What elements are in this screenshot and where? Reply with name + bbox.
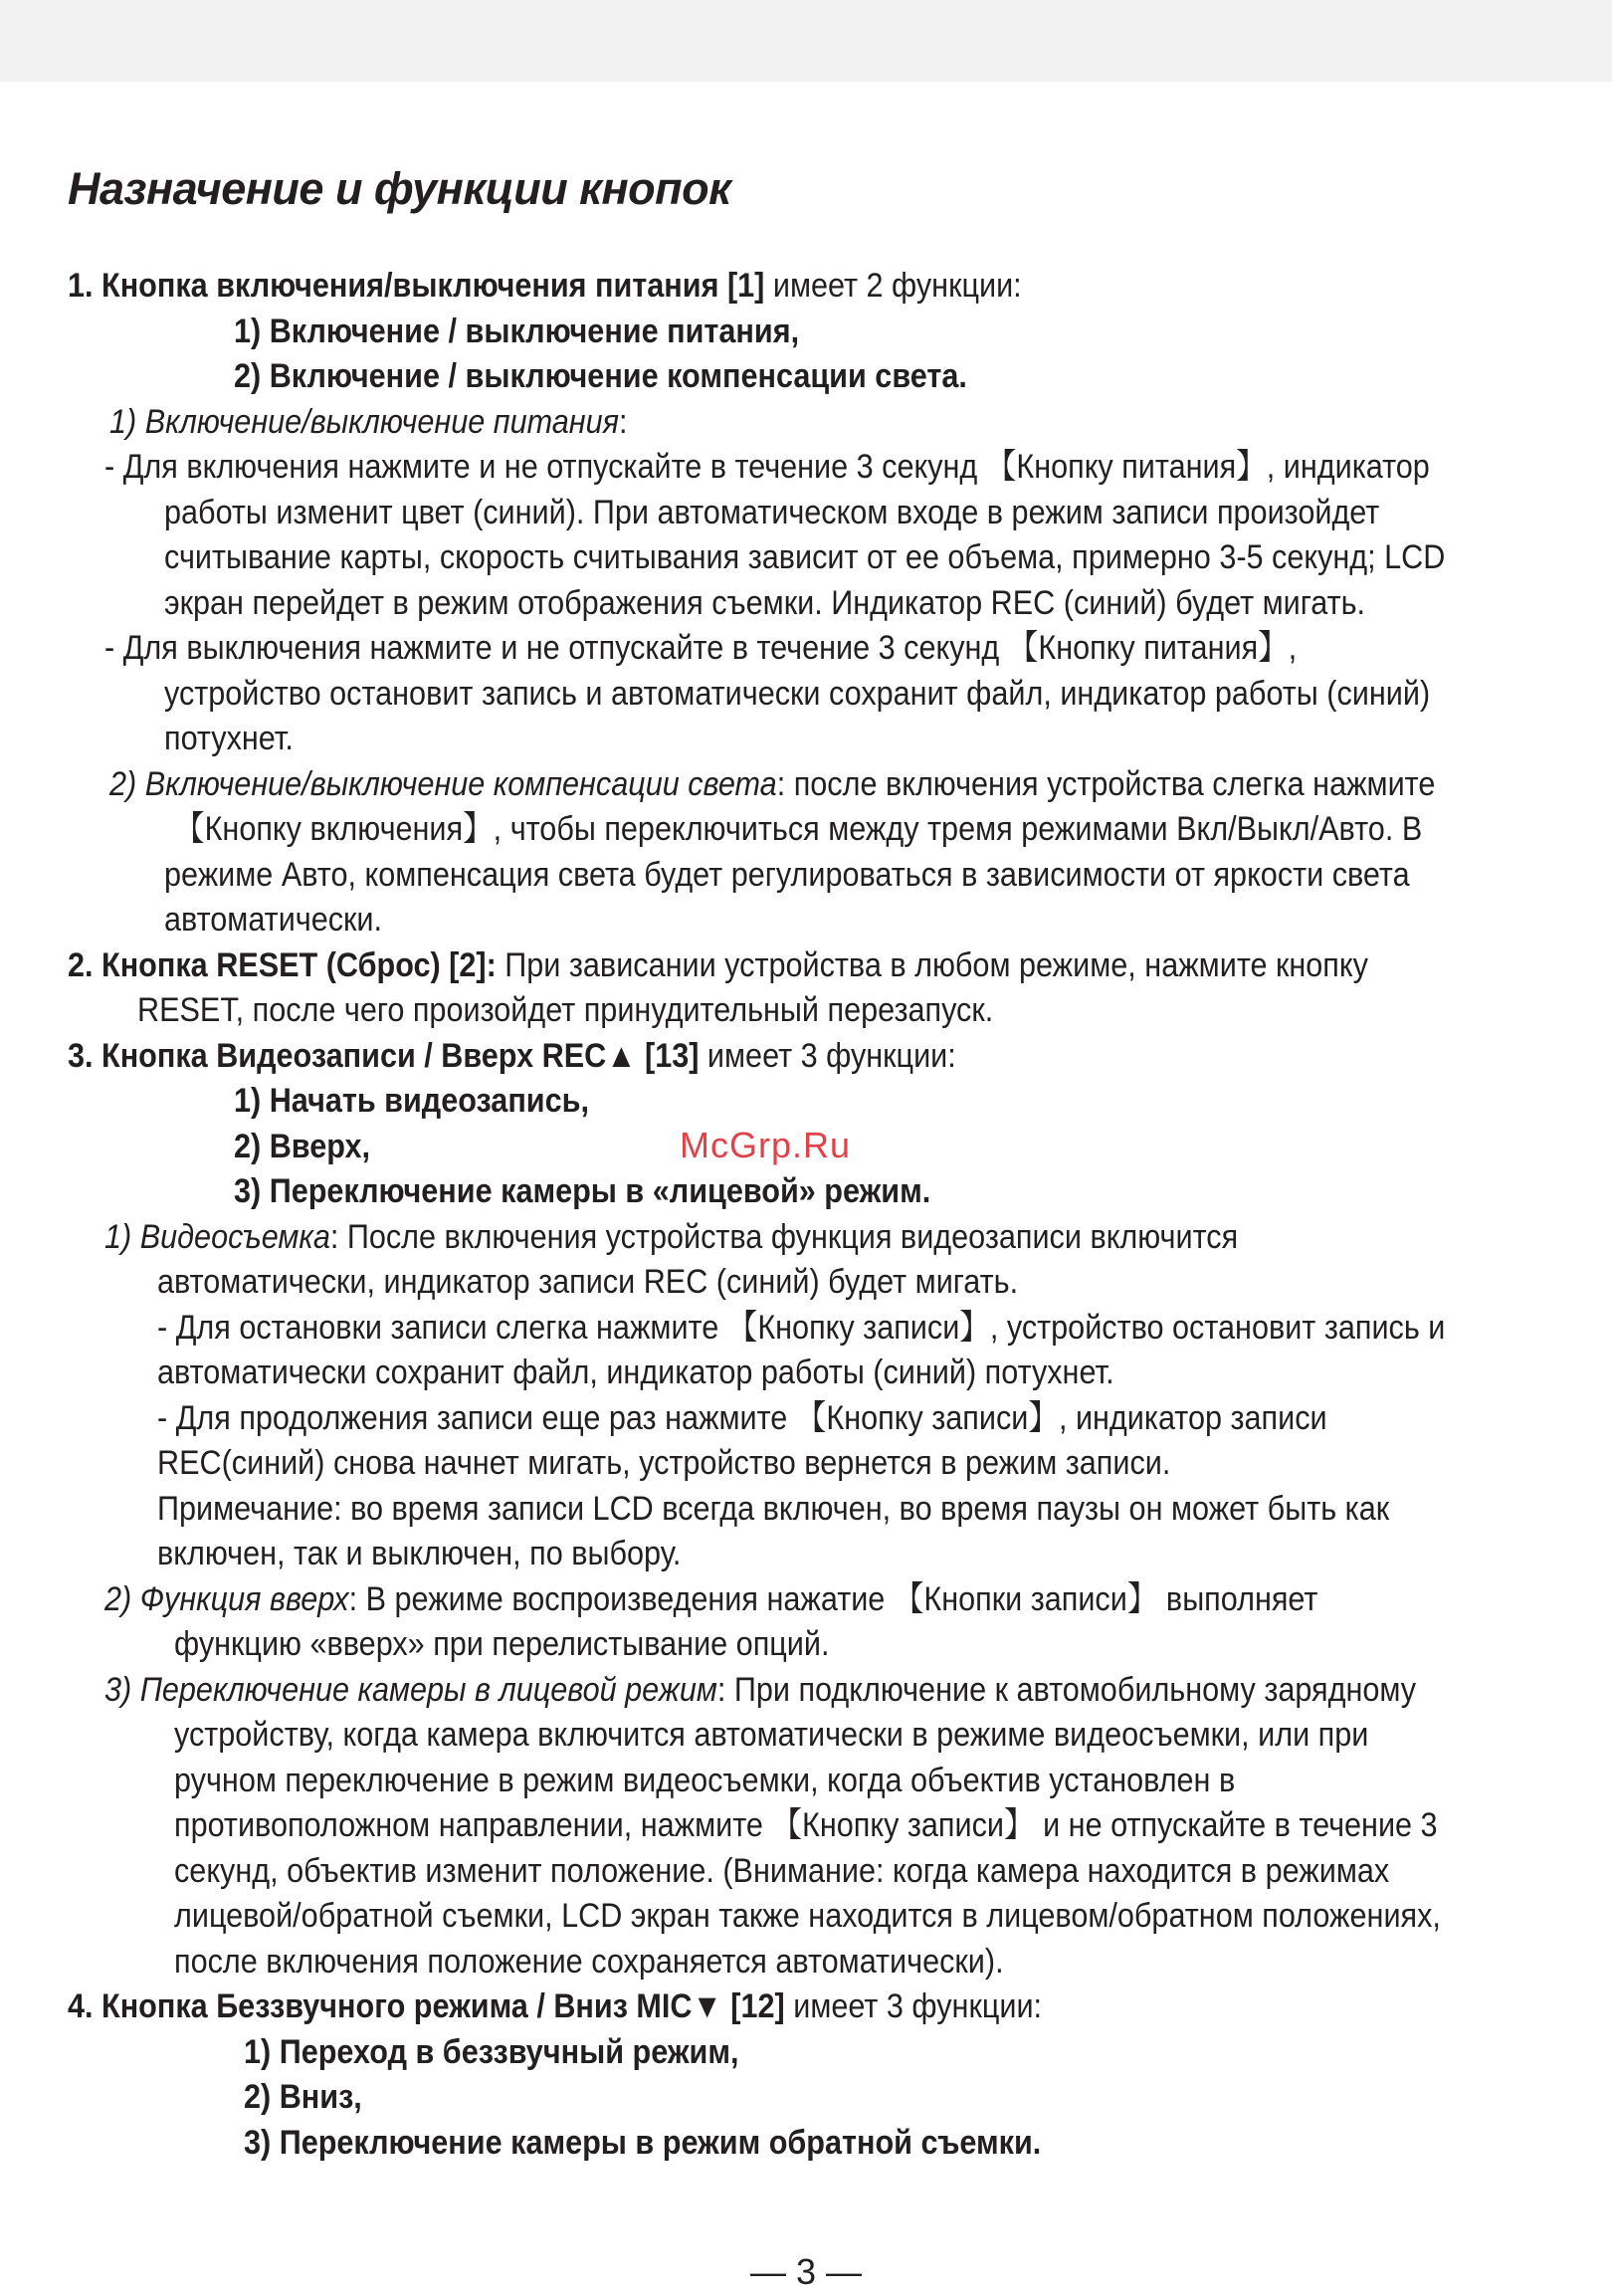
mute-function-1: 1) Переход в беззвучный режим, (244, 2033, 739, 2071)
mute-heading: 4. Кнопка Беззвучного режима / Вниз MIC▼ [12] (68, 1987, 785, 2025)
record-sub3-line (104, 1668, 1416, 1712)
record-function-2: 2) Вверх, (234, 1128, 371, 1165)
top-gray-band (0, 0, 1612, 82)
power-function-2: 2) Включение / выключение компенсации света. (234, 357, 967, 395)
power-para-9: режиме Авто, компенсация света будет регулироваться в зависимости от яркости света (164, 856, 1410, 894)
power-para-10: автоматически. (164, 901, 383, 939)
power-para-5: - Для выключения нажмите и не отпускайте в течение 3 секунд 【Кнопку питания】, (104, 629, 1298, 667)
record-para-1: автоматически, индикатор записи REC (синий) будет мигать. (157, 1263, 1019, 1301)
record-para-10: ручном переключение в режим видеосъемки, когда объектив установлен в (174, 1762, 1236, 1799)
power-sub1-title: 1) Включение/выключение питания (109, 403, 619, 441)
reset-para-1: RESET, после чего произойдет принудительный перезапуск. (137, 991, 994, 1029)
record-heading: 3. Кнопка Видеозаписи / Вверх REC▲ [13] (68, 1037, 700, 1075)
record-para-8: функцию «вверх» при перелистывание опций. (174, 1625, 830, 1663)
page-number: — 3 — (749, 2251, 863, 2292)
record-sub2-rest: : В режиме воспроизведения нажатие 【Кнопки записи】 выполняет (348, 1580, 1318, 1618)
record-sub1-title: 1) Видеосъемка (104, 1218, 330, 1256)
reset-heading-rest: При зависании устройства в любом режиме, нажмите кнопку (496, 946, 1368, 984)
power-function-1: 1) Включение / выключение питания, (234, 313, 800, 350)
record-para-12: секунд, объектив изменит положение. (Внимание: когда камера находится в режимах (174, 1852, 1390, 1890)
mute-heading-line (68, 1984, 1042, 2028)
power-para-8: 【Кнопку включения】, чтобы переключиться между тремя режимами Вкл/Выкл/Авто. В (174, 810, 1423, 848)
power-para-1: - Для включения нажмите и не отпускайте в течение 3 секунд 【Кнопку питания】, индикатор (104, 448, 1430, 486)
record-para-5: REC(синий) снова начнет мигать, устройство вернется в режим записи. (157, 1444, 1171, 1482)
record-sub1-line (104, 1215, 1238, 1259)
record-sub3-rest: : При подключение к автомобильному зарядному (716, 1671, 1417, 1709)
reset-heading-line (68, 943, 1368, 987)
record-para-2: - Для остановки записи слегка нажмите 【Кнопку записи】, устройство остановит запись и (157, 1309, 1446, 1347)
power-sub2-title: 2) Включение/выключение компенсации света (109, 765, 777, 803)
record-sub3-title: 3) Переключение камеры в лицевой режим (104, 1671, 717, 1709)
record-function-3: 3) Переключение камеры в «лицевой» режим. (234, 1172, 931, 1210)
record-para-9: устройству, когда камера включится автоматически в режиме видеосъемки, или при (174, 1716, 1369, 1754)
record-heading-rest: имеет 3 функции: (699, 1037, 956, 1075)
power-para-3: считывание карты, скорость считывания зависит от ее объема, примерно 3-5 секунд; LCD (164, 538, 1446, 576)
page-title: Назначение и функции кнопок (68, 163, 731, 214)
watermark: McGrp.Ru (680, 1125, 852, 1165)
record-para-13: лицевой/обратной съемки, LCD экран также находится в лицевом/обратном положениях, (174, 1897, 1441, 1935)
power-button-heading: 1. Кнопка включения/выключения питания [1] (68, 267, 765, 305)
record-heading-line (68, 1034, 956, 1078)
record-para-3: автоматически сохранит файл, индикатор работы (синий) потухнет. (157, 1354, 1114, 1391)
record-sub2-title: 2) Функция вверх (104, 1580, 349, 1618)
record-para-7: включен, так и выключен, по выбору. (157, 1535, 682, 1572)
record-para-14: после включения положение сохраняется автоматически). (174, 1943, 1004, 1981)
power-para-7: потухнет. (164, 720, 294, 757)
power-sub2-line (109, 762, 1435, 806)
power-button-heading-rest: имеет 2 функции: (764, 267, 1022, 305)
record-sub1-rest: : После включения устройства функция видеозаписи включится (329, 1218, 1239, 1256)
power-para-6: устройство остановит запись и автоматически сохранит файл, индикатор работы (синий) (164, 675, 1431, 713)
record-function-1: 1) Начать видеозапись, (234, 1082, 589, 1120)
power-button-heading-line (68, 264, 1022, 308)
power-para-2: работы изменит цвет (синий). При автоматическом входе в режим записи произойдет (164, 494, 1380, 531)
power-para-4: экран перейдет в режим отображения съемки. Индикатор REC (синий) будет мигать. (164, 584, 1366, 622)
mute-heading-rest: имеет 3 функции: (784, 1987, 1043, 2025)
mute-function-2: 2) Вниз, (244, 2078, 362, 2116)
record-para-6: Примечание: во время записи LCD всегда включен, во время паузы он может быть как (157, 1490, 1390, 1528)
power-sub1-colon: : (618, 403, 628, 441)
power-sub1-line (109, 400, 627, 444)
record-para-11: противоположном направлении, нажмите 【Кнопку записи】 и не отпускайте в течение 3 (174, 1806, 1438, 1844)
reset-heading: 2. Кнопка RESET (Сброс) [2]: (68, 946, 497, 984)
record-para-4: - Для продолжения записи еще раз нажмите 【Кнопку записи】, индикатор записи (157, 1399, 1327, 1437)
record-sub2-line (104, 1577, 1317, 1621)
mute-function-3: 3) Переключение камеры в режим обратной съемки. (244, 2124, 1042, 2162)
power-sub2-rest: : после включения устройства слегка нажмите (776, 765, 1436, 803)
